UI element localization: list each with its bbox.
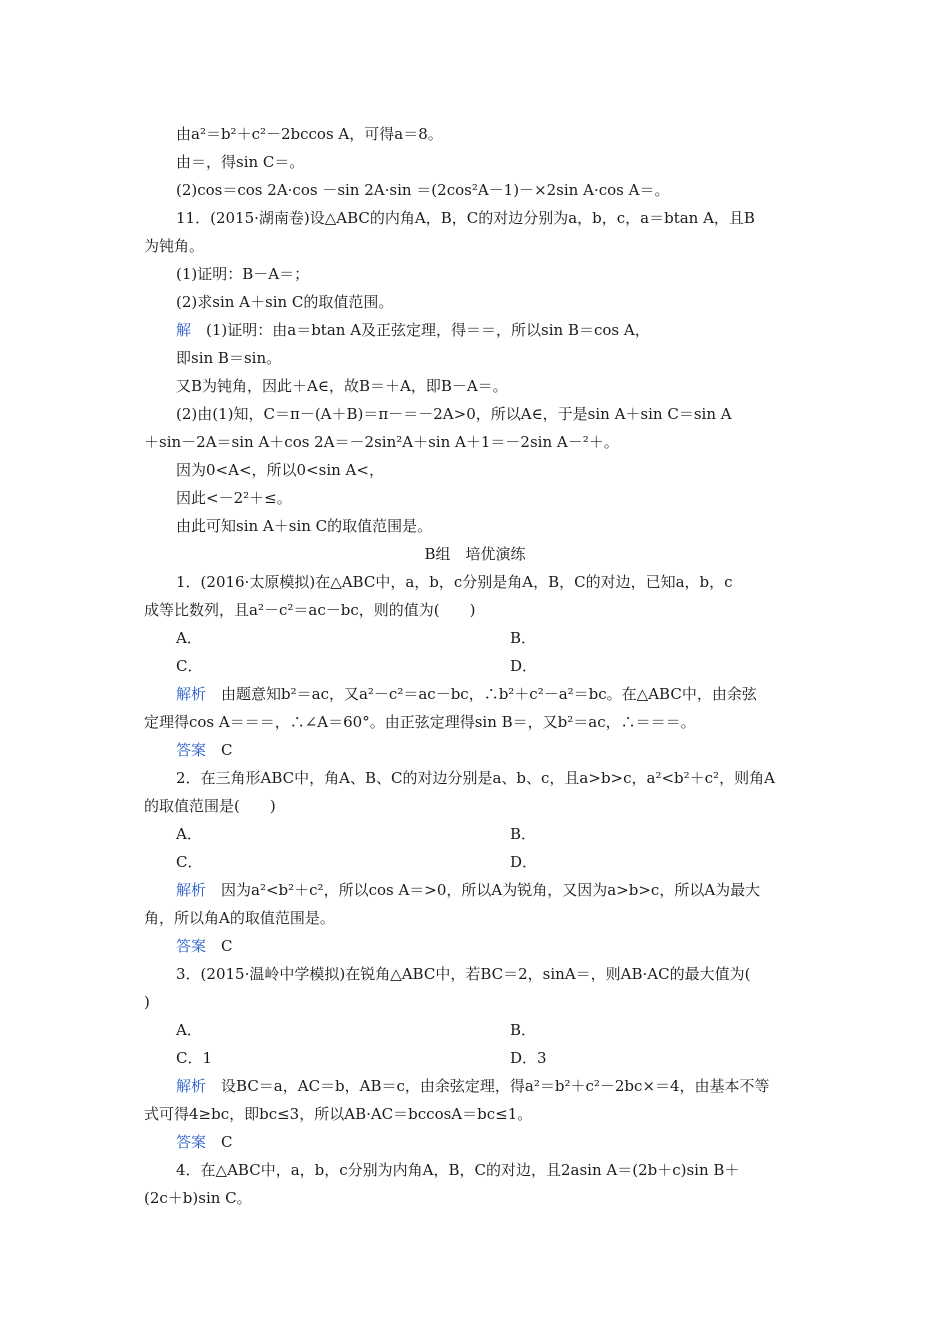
analysis-tag: 解析 bbox=[176, 881, 207, 899]
answer-line: 答案 C bbox=[176, 937, 233, 955]
option-a: A． bbox=[176, 825, 202, 843]
option-a: A． bbox=[176, 1021, 202, 1039]
problem-4-stem: 4．在△ABC中，a，b，c分别为内角A，B，C的对边，且2asin A＝(2b＋c)sin B＋ bbox=[176, 1161, 740, 1179]
option-d: D． bbox=[510, 657, 538, 675]
text-line: 又B为钝角，因此＋A∈，故B＝＋A，即B－A＝。 bbox=[176, 377, 508, 395]
option-b: B． bbox=[510, 629, 537, 647]
option-a: A． bbox=[176, 629, 202, 647]
option-b: B． bbox=[510, 825, 537, 843]
problem-3-stem: 3．(2015·温岭中学模拟)在锐角△ABC中，若BC＝2，sinA＝，则AB·AC的最大值为( bbox=[176, 965, 751, 983]
text-line: 式可得4≥bc，即bc≤3，所以AB·AC＝bccosA＝bc≤1。 bbox=[144, 1105, 533, 1123]
option-c: C． bbox=[176, 853, 203, 871]
text-line: 因此<－2²＋≤。 bbox=[176, 489, 292, 507]
analysis-line: 解析 设BC＝a，AC＝b，AB＝c，由余弦定理，得a²＝b²＋c²－2bc×＝4，由基本不等 bbox=[176, 1077, 770, 1095]
text-line: 角，所以角A的取值范围是。 bbox=[144, 909, 335, 927]
text-line: ＋sin－2A＝sin A＋cos 2A＝－2sin²A＋sin A＋1＝－2sin A－²＋。 bbox=[144, 433, 619, 451]
text-line: (2)求sin A＋sin C的取值范围。 bbox=[176, 293, 394, 311]
text-line: (1)证明：B－A＝； bbox=[176, 265, 310, 283]
option-d: D． bbox=[510, 853, 538, 871]
text-line: 由a²＝b²＋c²－2bccos A，可得a＝8。 bbox=[176, 125, 443, 143]
solution-tag: 解 bbox=[176, 321, 192, 339]
text-line: (2c＋b)sin C。 bbox=[144, 1189, 252, 1207]
analysis-tag: 解析 bbox=[176, 1077, 207, 1095]
problem-1-stem: 1．(2016·太原模拟)在△ABC中，a，b，c分别是角A，B，C的对边，已知a，b，c bbox=[176, 573, 733, 591]
option-c: C．1 bbox=[176, 1049, 213, 1067]
analysis-line: 解析 由题意知b²＝ac，又a²－c²＝ac－bc，∴b²＋c²－a²＝bc。在△ABC中，由余弦 bbox=[176, 685, 757, 703]
answer-tag: 答案 bbox=[176, 1133, 207, 1151]
option-b: B． bbox=[510, 1021, 537, 1039]
answer-tag: 答案 bbox=[176, 937, 207, 955]
text-line: 定理得cos A＝＝＝，∴∠A＝60°。由正弦定理得sin B＝，又b²＝ac，∴＝＝＝。 bbox=[144, 713, 696, 731]
option-d: D．3 bbox=[510, 1049, 547, 1067]
analysis-tag: 解析 bbox=[176, 685, 207, 703]
answer-line: 答案 C bbox=[176, 741, 233, 759]
text-line: 为钝角。 bbox=[144, 237, 205, 255]
option-c: C． bbox=[176, 657, 203, 675]
answer-tag: 答案 bbox=[176, 741, 207, 759]
text-line: (2)cos＝cos 2A·cos －sin 2A·sin ＝(2cos²A－1)－×2sin A·cos A＝。 bbox=[176, 181, 670, 199]
section-heading: B组 培优演练 bbox=[424, 545, 526, 563]
text-line: ) bbox=[144, 993, 150, 1011]
answer-line: 答案 C bbox=[176, 1133, 233, 1151]
problem-2-stem: 2．在三角形ABC中，角A、B、C的对边分别是a、b、c，且a>b>c，a²<b²＋c²，则角A bbox=[176, 769, 775, 787]
text-line: 成等比数列，且a²－c²＝ac－bc，则的值为( ) bbox=[144, 601, 476, 619]
problem-11-stem: 11．(2015·湖南卷)设△ABC的内角A，B，C的对边分别为a，b，c，a＝btan A，且B bbox=[176, 209, 755, 227]
text-line: 即sin B＝sin。 bbox=[176, 349, 282, 367]
text-line: 由＝，得sin C＝。 bbox=[176, 153, 305, 171]
solution-line: 解 (1)证明：由a＝btan A及正弦定理，得＝＝，所以sin B＝cos A， bbox=[176, 321, 650, 339]
text-line: 的取值范围是( ) bbox=[144, 797, 276, 815]
text-line: (2)由(1)知，C＝π－(A＋B)＝π－＝－2A>0，所以A∈，于是sin A＋sin C＝sin A bbox=[176, 405, 732, 423]
analysis-line: 解析 因为a²<b²＋c²，所以cos A＝>0，所以A为锐角，又因为a>b>c，所以A为最大 bbox=[176, 881, 761, 899]
text-line: 由此可知sin A＋sin C的取值范围是。 bbox=[176, 517, 433, 535]
text-line: 因为0<A<，所以0<sin A<， bbox=[176, 461, 384, 479]
